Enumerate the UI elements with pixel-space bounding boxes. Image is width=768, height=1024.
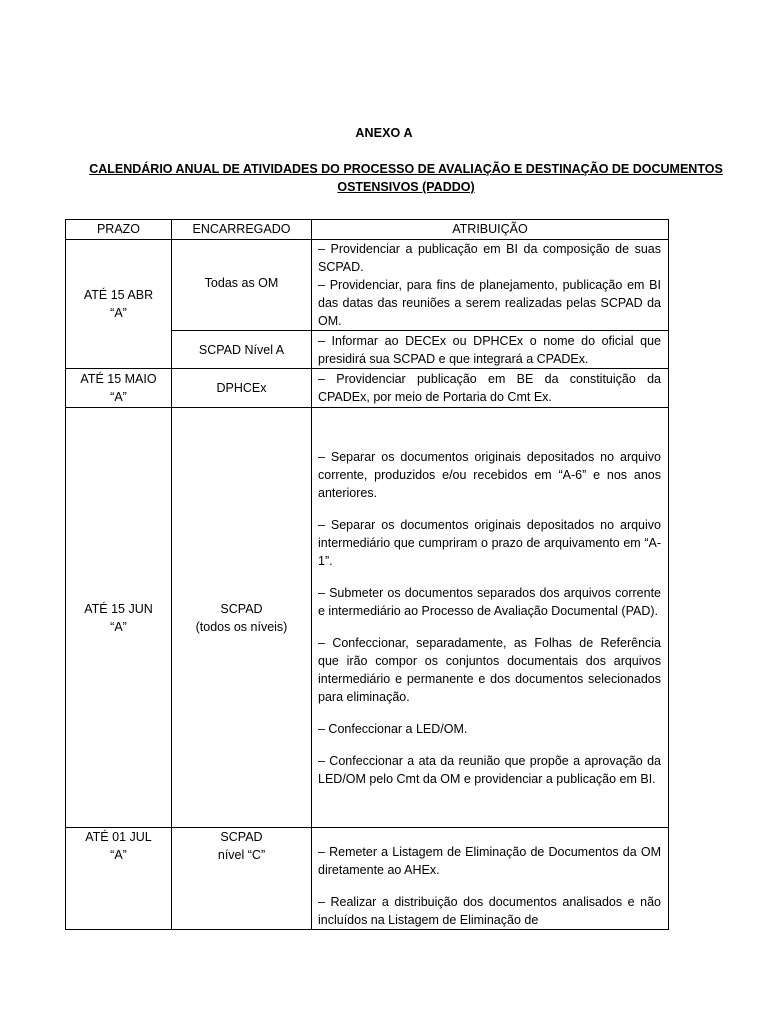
atribuicao-item: – Providenciar publicação em BE da constituição da CPADEx, por meio de Portaria do Cmt Ex. xyxy=(318,372,661,404)
prazo-cell xyxy=(66,408,172,828)
table-row xyxy=(66,828,669,930)
prazo-date: ATÉ 15 JUN xyxy=(84,601,153,616)
atribuicao-cell xyxy=(312,369,669,408)
prazo-year: “A” xyxy=(110,619,127,634)
atribuicao-item: – Confeccionar a LED/OM. xyxy=(318,721,468,736)
encarregado-label: SCPAD Nível A xyxy=(198,342,285,357)
prazo-cell xyxy=(66,240,172,369)
atribuicao-item: – Remeter a Listagem de Eliminação de Documentos da OM diretamente ao AHEx. xyxy=(318,845,661,877)
prazo-date: ATÉ 01 JUL xyxy=(85,830,152,844)
encarregado-cell xyxy=(172,331,312,369)
annex-title: ANEXO A xyxy=(355,126,413,140)
table-row xyxy=(66,408,669,828)
prazo-year: “A” xyxy=(110,306,127,320)
atribuicao-cell xyxy=(312,828,669,930)
atribuicao-item: – Providenciar, para fins de planejamento, publicação em BI das datas das reuniões a serem realizadas pelas SCPAD da OM. xyxy=(318,278,661,328)
atribuicao-cell xyxy=(312,408,669,828)
atribuicao-item: – Realizar a distribuição dos documentos analisados e não incluídos na Listagem de Eliminação de xyxy=(318,895,661,927)
table-row xyxy=(66,240,669,331)
encarregado-label: Todas as OM xyxy=(204,276,279,290)
atribuicao-item: – Providenciar a publicação em BI da composição de suas SCPAD. xyxy=(318,242,661,274)
atribuicao-cell xyxy=(312,240,669,331)
prazo-year: “A” xyxy=(110,848,127,862)
encarregado-cell xyxy=(172,828,312,930)
document-title: CALENDÁRIO ANUAL DE ATIVIDADES DO PROCESSO DE AVALIAÇÃO E DESTINAÇÃO DE DOCUMENTOS OSTENSIVOS (PADDO) xyxy=(89,162,723,194)
header-prazo: PRAZO xyxy=(66,220,172,240)
prazo-cell xyxy=(66,369,172,408)
atribuicao-cell xyxy=(312,331,669,369)
prazo-date: ATÉ 15 MAIO xyxy=(80,372,157,386)
encarregado-sublabel: (todos os níveis) xyxy=(195,619,288,634)
atribuicao-item: – Separar os documentos originais depositados no arquivo corrente, produzidos e/ou recebidos em “A-6” e nos anos anteriores. xyxy=(318,449,661,500)
encarregado-label: SCPAD xyxy=(220,830,263,844)
encarregado-sublabel: nível “C” xyxy=(217,848,266,862)
atribuicao-item: – Confeccionar, separadamente, as Folhas de Referência que irão compor os conjuntos documentais dos arquivos intermediário e permanente e dos documentos selecionados para eliminação. xyxy=(318,635,661,704)
encarregado-cell xyxy=(172,408,312,828)
encarregado-cell xyxy=(172,240,312,331)
atribuicao-item: – Confeccionar a ata da reunião que propõe a aprovação da LED/OM pelo Cmt da OM e providenciar a publicação em BI. xyxy=(318,753,661,786)
atribuicao-item: – Separar os documentos originais depositados no arquivo intermediário que cumpriram o prazo de arquivamento em “A-1”. xyxy=(318,517,661,568)
table-header-row xyxy=(66,220,669,240)
encarregado-cell xyxy=(172,369,312,408)
header-encarregado: ENCARREGADO xyxy=(172,220,312,240)
atribuicao-item: – Submeter os documentos separados dos arquivos corrente e intermediário ao Processo de Avaliação Documental (PAD). xyxy=(318,585,661,618)
encarregado-label: DPHCEx xyxy=(216,381,267,395)
prazo-cell xyxy=(66,828,172,930)
atribuicao-item: – Informar ao DECEx ou DPHCEx o nome do oficial que presidirá sua SCPAD e que integrará a CPADEx. xyxy=(318,333,661,366)
prazo-date: ATÉ 15 ABR xyxy=(83,288,154,302)
table-row xyxy=(66,369,669,408)
header-atribuicao: ATRIBUIÇÃO xyxy=(312,220,669,240)
encarregado-label: SCPAD xyxy=(220,601,263,616)
prazo-year: “A” xyxy=(110,390,127,404)
activities-calendar-table xyxy=(65,219,669,930)
